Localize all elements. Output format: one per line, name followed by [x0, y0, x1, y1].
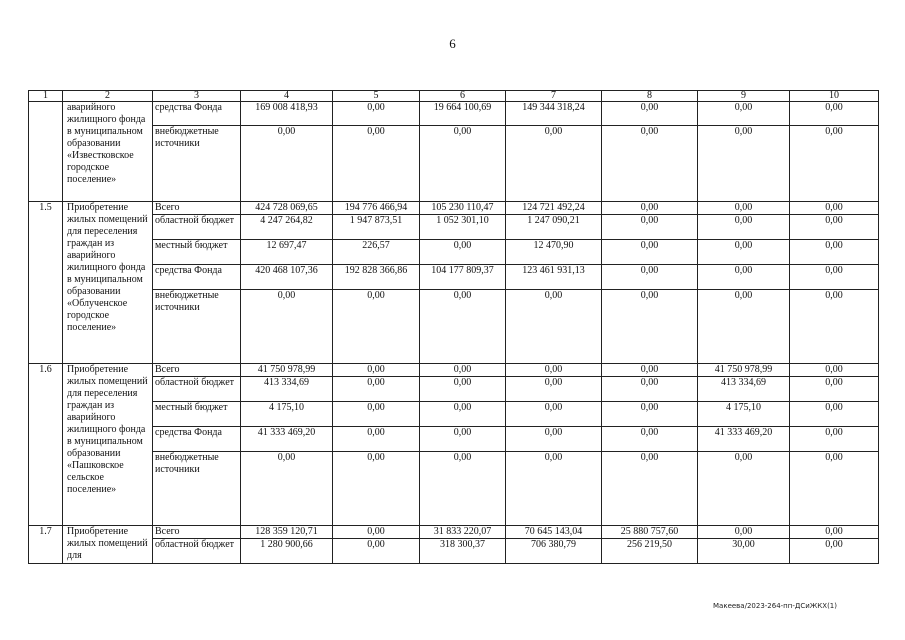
- amount-cell: 0,00: [333, 402, 420, 427]
- amount-cell: 413 334,69: [241, 377, 333, 402]
- amount-cell: 0,00: [420, 240, 506, 265]
- amount-cell: 4 247 264,82: [241, 215, 333, 240]
- funding-source: областной бюджет: [153, 539, 241, 564]
- table-row: [29, 452, 879, 526]
- amount-cell: 0,00: [698, 290, 790, 364]
- row-number: 1.6: [29, 364, 63, 526]
- amount-cell: 0,00: [790, 102, 879, 126]
- amount-cell: 0,00: [602, 402, 698, 427]
- budget-table: [28, 90, 879, 564]
- amount-cell: 256 219,50: [602, 539, 698, 564]
- amount-cell: 0,00: [790, 377, 879, 402]
- amount-cell: 0,00: [602, 102, 698, 126]
- amount-cell: 0,00: [790, 402, 879, 427]
- table-row: [29, 526, 879, 539]
- amount-cell: 0,00: [790, 290, 879, 364]
- amount-cell: 19 664 100,69: [420, 102, 506, 126]
- table-row: [29, 240, 879, 265]
- amount-cell: 41 750 978,99: [698, 364, 790, 377]
- amount-cell: 226,57: [333, 240, 420, 265]
- table-row: [29, 102, 879, 126]
- row-number: [29, 102, 63, 202]
- amount-cell: 424 728 069,65: [241, 202, 333, 215]
- amount-cell: 0,00: [698, 240, 790, 265]
- amount-cell: 124 721 492,24: [506, 202, 602, 215]
- amount-cell: 0,00: [333, 427, 420, 452]
- table-row: [29, 290, 879, 364]
- amount-cell: 149 344 318,24: [506, 102, 602, 126]
- amount-cell: 0,00: [333, 539, 420, 564]
- column-header: 3: [153, 91, 241, 102]
- row-number: 1.7: [29, 526, 63, 564]
- amount-cell: 0,00: [602, 452, 698, 526]
- amount-cell: 0,00: [790, 452, 879, 526]
- amount-cell: 0,00: [602, 126, 698, 202]
- amount-cell: 0,00: [790, 215, 879, 240]
- amount-cell: 0,00: [241, 126, 333, 202]
- amount-cell: 0,00: [333, 126, 420, 202]
- measure-name: аварийного жилищного фонда в муниципальном образовании «Известковское городское поселение»: [63, 102, 153, 202]
- amount-cell: 0,00: [602, 202, 698, 215]
- table-row: [29, 364, 879, 377]
- column-header: 8: [602, 91, 698, 102]
- table-row: [29, 202, 879, 215]
- amount-cell: 0,00: [790, 427, 879, 452]
- amount-cell: 0,00: [506, 402, 602, 427]
- amount-cell: 194 776 466,94: [333, 202, 420, 215]
- funding-source: средства Фонда: [153, 102, 241, 126]
- column-header: 9: [698, 91, 790, 102]
- amount-cell: 413 334,69: [698, 377, 790, 402]
- amount-cell: 0,00: [698, 102, 790, 126]
- amount-cell: 0,00: [241, 290, 333, 364]
- amount-cell: 0,00: [333, 102, 420, 126]
- table-row: [29, 377, 879, 402]
- amount-cell: 0,00: [790, 526, 879, 539]
- measure-name: Приобретение жилых помещений для переселения граждан из аварийного жилищного фонда в муниципальном образовании «Облученское городское поселение»: [63, 202, 153, 364]
- amount-cell: 0,00: [333, 290, 420, 364]
- amount-cell: 30,00: [698, 539, 790, 564]
- amount-cell: 0,00: [506, 290, 602, 364]
- amount-cell: 0,00: [333, 364, 420, 377]
- amount-cell: 70 645 143,04: [506, 526, 602, 539]
- column-header: 10: [790, 91, 879, 102]
- amount-cell: 0,00: [506, 377, 602, 402]
- amount-cell: 0,00: [602, 377, 698, 402]
- amount-cell: 41 333 469,20: [241, 427, 333, 452]
- column-header: 4: [241, 91, 333, 102]
- funding-source: областной бюджет: [153, 215, 241, 240]
- amount-cell: 0,00: [698, 126, 790, 202]
- amount-cell: 0,00: [698, 265, 790, 290]
- funding-source: внебюджетные источники: [153, 290, 241, 364]
- document-footer-id: Макеева/2023-264-пп-ДСиЖКХ(1): [713, 602, 837, 610]
- amount-cell: 0,00: [602, 290, 698, 364]
- table-row: [29, 402, 879, 427]
- funding-source: внебюджетные источники: [153, 126, 241, 202]
- measure-name: Приобретение жилых помещений для переселения граждан из аварийного жилищного фонда в муниципальном образовании «Пашковское сельское поселение»: [63, 364, 153, 526]
- table-row: [29, 427, 879, 452]
- funding-source: областной бюджет: [153, 377, 241, 402]
- amount-cell: 192 828 366,86: [333, 265, 420, 290]
- funding-source: средства Фонда: [153, 427, 241, 452]
- amount-cell: 105 230 110,47: [420, 202, 506, 215]
- amount-cell: 0,00: [420, 364, 506, 377]
- amount-cell: 0,00: [602, 364, 698, 377]
- amount-cell: 0,00: [241, 452, 333, 526]
- funding-source: Всего: [153, 202, 241, 215]
- amount-cell: 1 280 900,66: [241, 539, 333, 564]
- amount-cell: 0,00: [420, 290, 506, 364]
- funding-source: внебюджетные источники: [153, 452, 241, 526]
- amount-cell: 12 470,90: [506, 240, 602, 265]
- amount-cell: 0,00: [420, 427, 506, 452]
- amount-cell: 25 880 757,60: [602, 526, 698, 539]
- amount-cell: 0,00: [420, 402, 506, 427]
- column-header: 2: [63, 91, 153, 102]
- amount-cell: 4 175,10: [698, 402, 790, 427]
- amount-cell: 318 300,37: [420, 539, 506, 564]
- amount-cell: 31 833 220,07: [420, 526, 506, 539]
- table-row: [29, 215, 879, 240]
- amount-cell: 706 380,79: [506, 539, 602, 564]
- amount-cell: 0,00: [506, 126, 602, 202]
- table-row: [29, 539, 879, 564]
- amount-cell: 0,00: [698, 215, 790, 240]
- amount-cell: 0,00: [698, 452, 790, 526]
- funding-source: Всего: [153, 364, 241, 377]
- amount-cell: 0,00: [506, 427, 602, 452]
- amount-cell: 123 461 931,13: [506, 265, 602, 290]
- amount-cell: 4 175,10: [241, 402, 333, 427]
- amount-cell: 0,00: [698, 202, 790, 215]
- table-row: [29, 265, 879, 290]
- amount-cell: 0,00: [790, 202, 879, 215]
- funding-source: местный бюджет: [153, 402, 241, 427]
- amount-cell: 420 468 107,36: [241, 265, 333, 290]
- amount-cell: 1 947 873,51: [333, 215, 420, 240]
- table-row: [29, 126, 879, 202]
- measure-name: Приобретение жилых помещений для: [63, 526, 153, 564]
- amount-cell: 0,00: [790, 539, 879, 564]
- funding-source: средства Фонда: [153, 265, 241, 290]
- amount-cell: 104 177 809,37: [420, 265, 506, 290]
- amount-cell: 41 750 978,99: [241, 364, 333, 377]
- amount-cell: 0,00: [602, 215, 698, 240]
- amount-cell: 0,00: [790, 265, 879, 290]
- amount-cell: 0,00: [698, 526, 790, 539]
- column-header: 1: [29, 91, 63, 102]
- column-header: 6: [420, 91, 506, 102]
- amount-cell: 41 333 469,20: [698, 427, 790, 452]
- amount-cell: 0,00: [420, 126, 506, 202]
- amount-cell: 0,00: [506, 364, 602, 377]
- funding-source: Всего: [153, 526, 241, 539]
- amount-cell: 0,00: [506, 452, 602, 526]
- amount-cell: 0,00: [790, 364, 879, 377]
- header-row: [29, 91, 879, 102]
- column-header: 5: [333, 91, 420, 102]
- amount-cell: 0,00: [333, 526, 420, 539]
- amount-cell: 0,00: [333, 377, 420, 402]
- column-header: 7: [506, 91, 602, 102]
- funding-source: местный бюджет: [153, 240, 241, 265]
- amount-cell: 0,00: [790, 240, 879, 265]
- amount-cell: 0,00: [602, 427, 698, 452]
- row-number: 1.5: [29, 202, 63, 364]
- amount-cell: 0,00: [602, 265, 698, 290]
- amount-cell: 1 247 090,21: [506, 215, 602, 240]
- page-number: 6: [449, 36, 456, 51]
- amount-cell: 0,00: [333, 452, 420, 526]
- amount-cell: 0,00: [602, 240, 698, 265]
- amount-cell: 0,00: [420, 377, 506, 402]
- amount-cell: 0,00: [790, 126, 879, 202]
- amount-cell: 12 697,47: [241, 240, 333, 265]
- amount-cell: 128 359 120,71: [241, 526, 333, 539]
- amount-cell: 0,00: [420, 452, 506, 526]
- amount-cell: 1 052 301,10: [420, 215, 506, 240]
- amount-cell: 169 008 418,93: [241, 102, 333, 126]
